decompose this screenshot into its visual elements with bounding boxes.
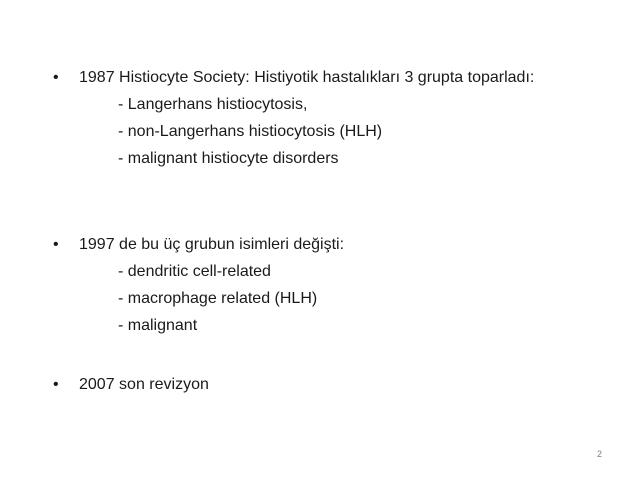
sub-item-non-langerhans: - non-Langerhans histiocytosis (HLH): [118, 123, 383, 140]
sub-item-langerhans: - Langerhans histiocytosis,: [118, 96, 308, 113]
bullet-dot: •: [53, 376, 59, 393]
bullet-text: 1987 Histiocyte Society: Histiyotik hastalıkları 3 grupta toparladı:: [79, 69, 535, 86]
bullet-line: [53, 231, 623, 258]
sub-item-malignant: - malignant: [118, 317, 198, 334]
bullet-2007: [53, 371, 623, 398]
bullet-line: [53, 64, 623, 91]
sub-item-malignant-histiocyte: - malignant histiocyte disorders: [118, 150, 339, 167]
bullet-1987: [53, 64, 623, 172]
sub-item-dendritic: - dendritic cell-related: [118, 263, 271, 280]
bullet-dot: •: [53, 236, 59, 253]
bullet-dot: •: [53, 69, 59, 86]
page-number: 2: [596, 449, 602, 459]
bullet-text: 2007 son revizyon: [79, 376, 209, 393]
bullet-line: [53, 371, 623, 398]
sub-item-macrophage: - macrophage related (HLH): [118, 290, 318, 307]
bullet-1997: [53, 231, 623, 339]
bullet-text: 1997 de bu üç grubun isimleri değişti:: [79, 236, 345, 253]
